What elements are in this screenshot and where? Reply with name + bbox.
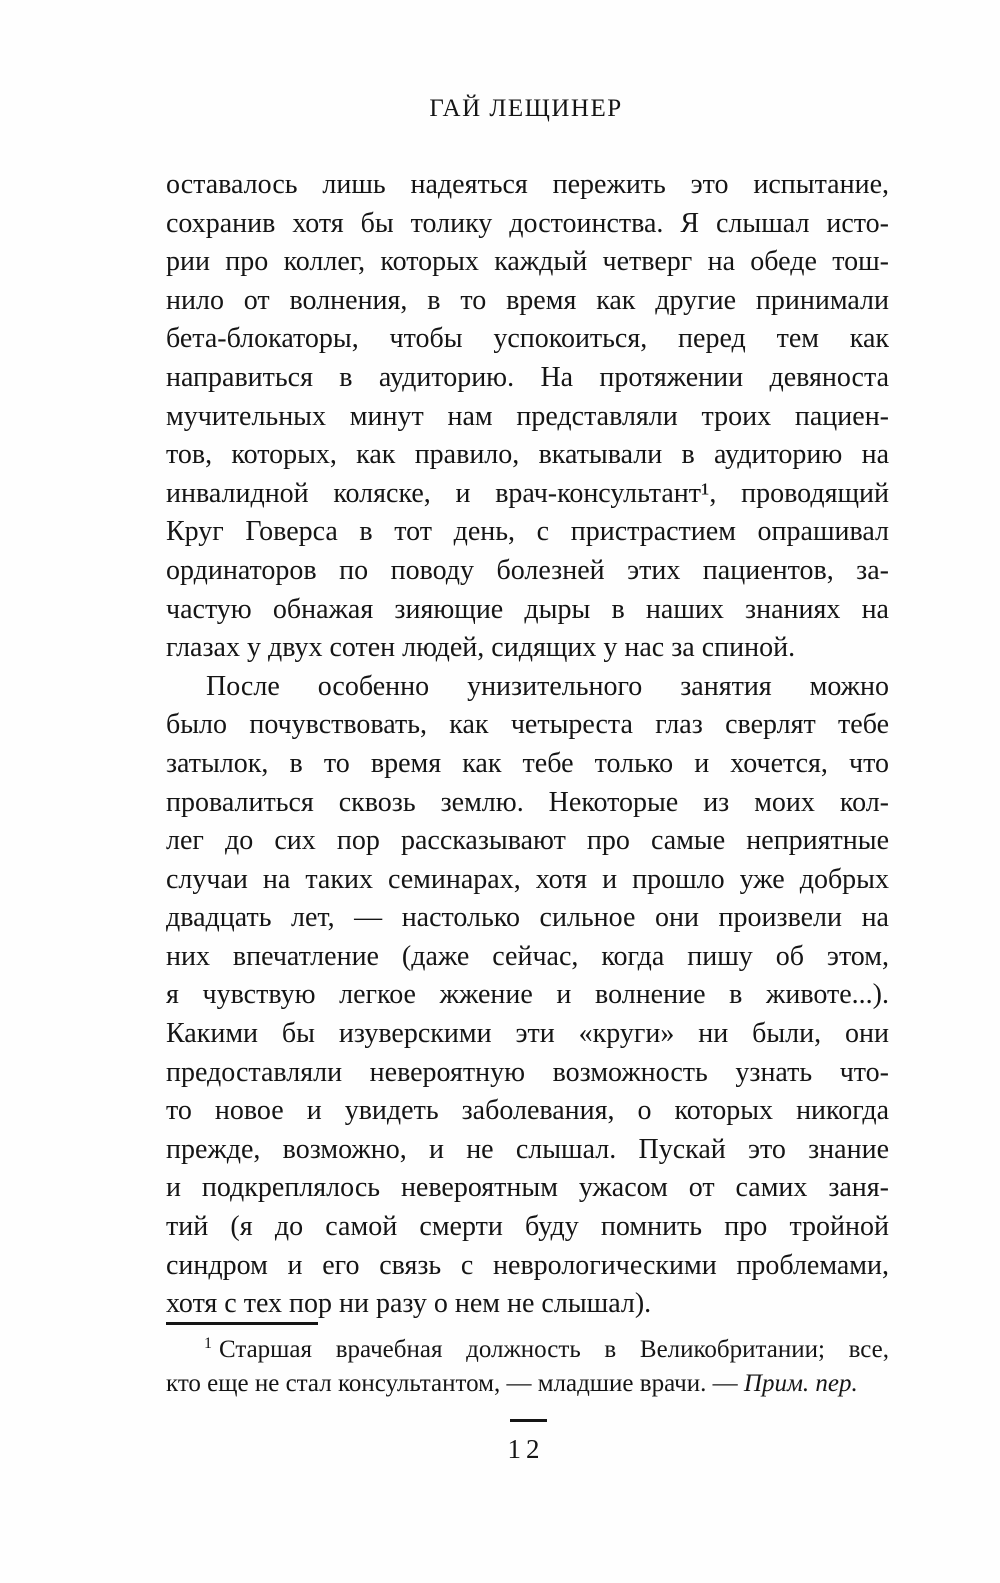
footnote <box>166 1322 889 1401</box>
text-line: провалиться сквозь землю. Некоторые из моих кол- <box>166 786 889 818</box>
text-line: Круг Говерса в тот день, с пристрастием опрашивал <box>166 516 889 548</box>
text-line: направиться в аудиторию. На протяжении девяноста <box>166 361 889 393</box>
text-line: тов, которых, как правило, вкатывали в аудиторию на <box>166 439 889 471</box>
text-line: лег до сих пор рассказывают про самые неприятные <box>166 825 889 857</box>
text-line: и подкреплялось невероятным ужасом от самих заня- <box>166 1172 889 1204</box>
text-line: После особенно унизительного занятия можно <box>206 670 889 702</box>
text-line: затылок, в то время как тебе только и хочется, что <box>166 747 889 779</box>
text-line: мучительных минут нам представляли троих пациен- <box>166 400 889 432</box>
text-line: случаи на таких семинарах, хотя и прошло уже добрых <box>166 863 889 895</box>
footnote-translator-note: Прим. пер. <box>743 1370 858 1397</box>
footer-rule <box>510 1419 547 1422</box>
footnote-text-1: Старшая врачебная должность в Великобритании; все, <box>219 1336 889 1363</box>
footnote-line-1 <box>166 1333 889 1367</box>
text-line: тий (я до самой смерти буду помнить про тройной <box>166 1211 889 1243</box>
text-line: синдром и его связь с неврологическими проблемами, <box>166 1249 889 1281</box>
footnote-marker: 1 <box>204 1334 212 1352</box>
text-line: хотя с тех пор ни разу о нем не слышал). <box>166 1288 652 1320</box>
footnote-rule <box>166 1322 318 1325</box>
text-line: то новое и увидеть заболевания, о которых никогда <box>166 1095 889 1127</box>
text-line: сохранив хотя бы толику достоинства. Я слышал исто- <box>166 207 889 239</box>
footnote-text-2: кто еще не стал консультантом, — младшие врачи. — <box>166 1370 744 1397</box>
text-line: я чувствую легкое жжение и волнение в животе...). <box>166 979 889 1011</box>
text-line: двадцать лет, — настолько сильное они произвели на <box>166 902 889 934</box>
text-line: инвалидной коляске, и врач-консультант¹, проводящий <box>166 477 889 509</box>
body-text <box>166 166 889 1324</box>
text-line: глазах у двух сотен людей, сидящих у нас за спиной. <box>166 632 796 664</box>
text-line: ординаторов по поводу болезней этих пациентов, за- <box>166 554 889 586</box>
text-line: было почувствовать, как четыреста глаз сверлят тебе <box>166 709 889 741</box>
text-line: оставалось лишь надеяться пережить это испытание, <box>166 169 889 200</box>
text-line: рии про коллег, которых каждый четверг на обеде тош- <box>166 246 889 278</box>
text-line: частую обнажая зияющие дыры в наших знаниях на <box>166 593 889 625</box>
text-line: нило от волнения, в то время как другие принимали <box>166 284 889 316</box>
text-line: бета-блокаторы, чтобы успокоиться, перед тем как <box>166 323 889 355</box>
text-line: прежде, возможно, и не слышал. Пускай это знание <box>166 1133 889 1165</box>
text-line: них впечатление (даже сейчас, когда пишу об этом, <box>166 940 889 972</box>
footnote-line-2 <box>166 1367 889 1401</box>
running-head: ГАЙ ЛЕЩИНЕР <box>429 95 623 122</box>
text-line: предоставляли невероятную возможность узнать что- <box>166 1056 889 1088</box>
page-number: 12 <box>507 1434 545 1464</box>
text-line: Какими бы изуверскими эти «круги» ни были, они <box>166 1018 889 1050</box>
